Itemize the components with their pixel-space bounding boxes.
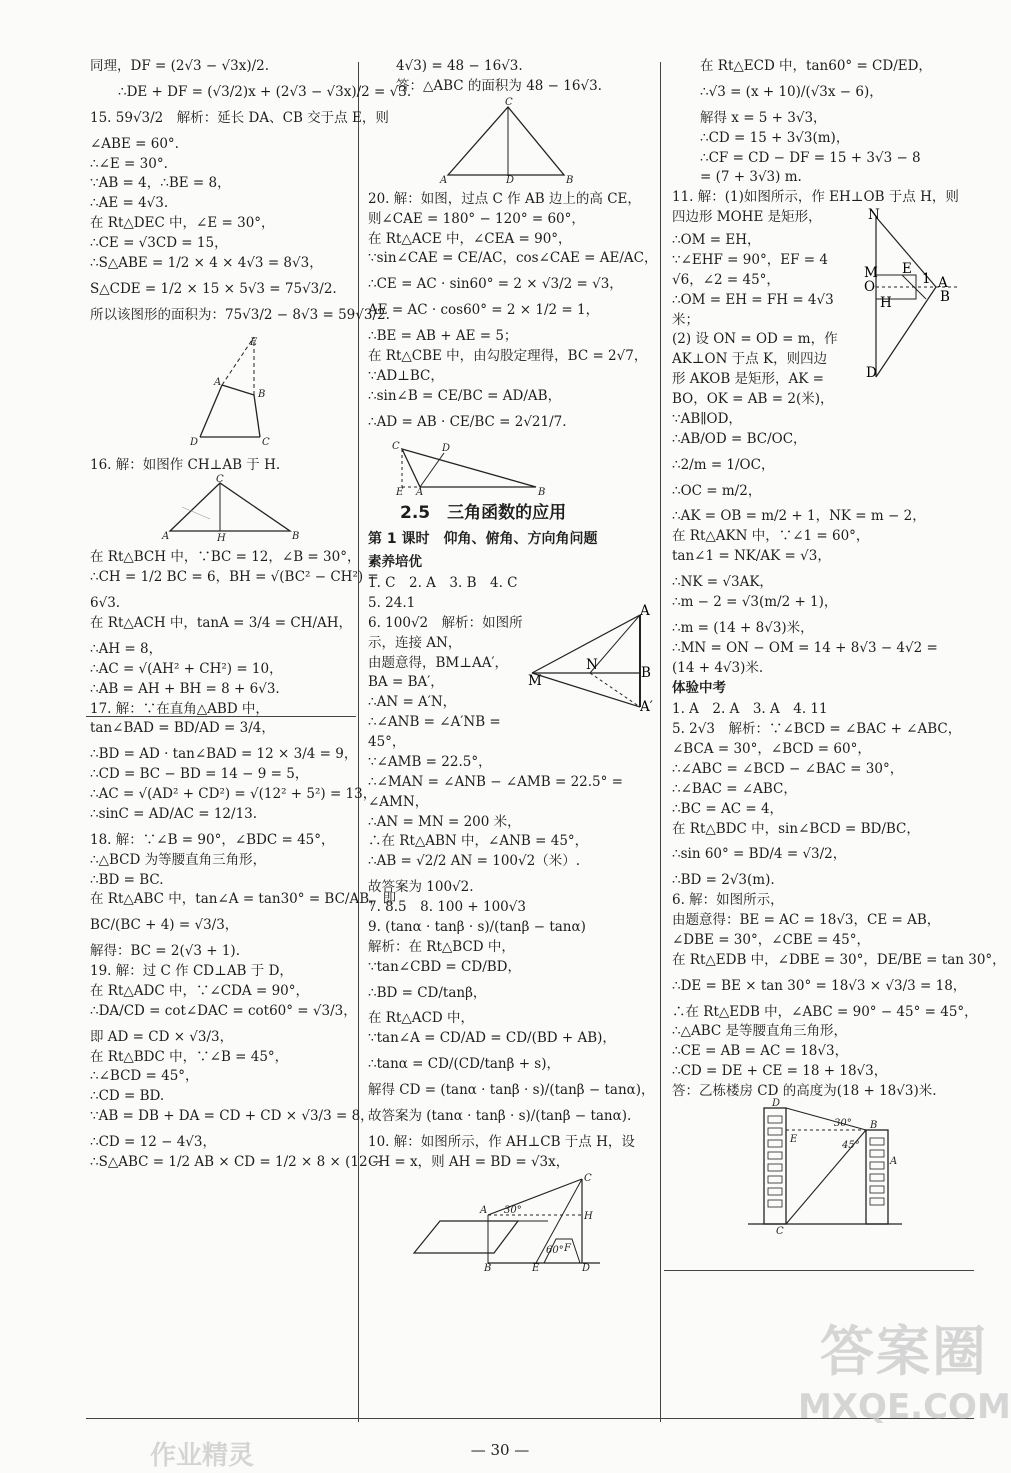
answer-line: tan∠1 = NK/AK = √3， [672,548,831,565]
svg-text:H: H [584,1210,593,1222]
answer-line: 同理，DF = (2√3 − √3x)/2. [90,58,270,74]
svg-text:D: D [506,174,515,186]
answer-line: S△CDE = 1/2 × 15 × 5√3 = 75√3/2. [90,280,337,297]
answer-line: ∴CE = AC · sin60° = 2 × √3/2 = √3， [368,276,623,293]
answer-line: 在 Rt△ACH 中，tanA = 3/4 = CH/AH， [90,615,353,631]
answer-line: 解析：在 Rt△BCD 中， [368,938,515,955]
answer-line: ∴OM = EH = FH = 4√3 [672,291,834,308]
section-bar-label: 体验中考 [672,680,726,697]
answer-line: 16. 解：如图作 CH⊥AB 于 H. [90,456,281,473]
answer-line: 20. 解：如图，过点 C 作 AB 边上的高 CE， [368,190,641,207]
answer-line: CH = x，则 AH = BD = √3x， [368,1153,570,1170]
figure-mohe-rect [862,207,962,382]
answer-line: ∵tan∠A = CD/AD = CD/(BD + AB)， [368,1030,616,1047]
figure-angle-man [528,602,653,715]
answer-line: (2) 设 ON = OD = m，作 [672,331,838,348]
answer-column-3 [672,58,1006,1240]
svg-text:F: F [564,1242,571,1254]
svg-text:A: A [640,602,650,619]
page-number: — 30 — [470,1441,530,1459]
svg-text:1: 1 [922,271,931,288]
svg-text:A: A [162,531,170,543]
svg-text:A: A [938,275,948,292]
svg-text:M: M [528,672,542,689]
svg-text:E: E [790,1133,798,1145]
answer-line: ∴CD = DE + CE = 18 + 18√3， [672,1063,888,1080]
svg-text:A: A [416,487,424,499]
svg-text:E: E [532,1262,540,1274]
answer-column-2 [368,58,658,1277]
answer-line: 5. 2√3 解析：∵∠BCD = ∠BAC + ∠ABC， [672,721,962,738]
answer-line: ∴OC = m/2， [672,482,762,499]
svg-text:N: N [868,207,880,224]
svg-text:C: C [392,441,400,453]
answer-line: 45°， [368,734,406,750]
answer-line: ∴∠BCD = 45°， [90,1068,199,1085]
watermark-url: MXQE.COM [798,1386,1011,1427]
answer-line: ∴S△ABC = 1/2 AB × CD = 1/2 × 8 × (12 − [90,1153,384,1170]
answer-line: 米； [672,311,699,328]
answer-line: ∴AN = A′N， [368,694,457,711]
answer-line: ∴AD = AB · CE/BC = 2√21/7. [368,413,567,430]
svg-text:A: A [480,1204,488,1216]
svg-text:B: B [566,174,574,186]
answer-line: ∴BD = AD · tan∠BAD = 12 × 3/4 = 9， [90,746,358,763]
watermark-logo-text: 答案圈 [820,1320,988,1383]
answer-line: 在 Rt△CBE 中，由勾股定理得，BC = 2√7， [368,347,648,364]
figure-triangle-bce [368,439,646,497]
svg-text:30°: 30° [834,1117,852,1129]
answer-line: ∴△ABC 是等腰直角三角形， [672,1023,848,1040]
answer-line: 在 Rt△BDC 中，∵∠B = 45°， [90,1048,289,1065]
svg-text:B: B [641,664,651,681]
answer-line: ∴tanα = CD/(CD/tanβ + s)， [368,1056,560,1073]
svg-text:60°: 60° [546,1244,564,1256]
watermark [798,1318,1011,1428]
answer-line: 在 Rt△ADC 中，∵∠CDA = 90°， [90,982,309,999]
answer-line: 形 AKOB 是矩形，AK = [672,371,824,388]
svg-text:E: E [396,487,404,499]
answer-line: ∠DBE = 30°，∠CBE = 45°， [672,931,870,948]
answer-line: ∴BD = BC. [90,871,164,888]
svg-text:H: H [880,295,892,312]
answer-line: ∴AC = √(AD² + CD²) = √(12² + 5²) = 13， [90,786,377,802]
answer-line: ∴CE = AB = AC = 18√3， [672,1043,849,1060]
answer-line: ∴BD = CD/tanβ， [368,984,487,1001]
answer-line: ∵AB = 4，∴BE = 8， [90,175,231,192]
answer-line: ∴NK = √3AK， [672,574,773,590]
answer-line: ∵AB∥OD， [672,410,742,427]
answer-line: 4√3) = 48 − 16√3. [396,58,523,74]
svg-text:C: C [776,1225,784,1237]
answer-line: ∴AN = MN = 200 米， [368,813,521,830]
svg-text:D: D [866,365,877,382]
svg-text:C: C [584,1172,592,1184]
section-bar-label: 素养培优 [368,554,422,571]
answer-line: AE = AC · cos60° = 2 × 1/2 = 1， [368,302,600,319]
answer-line: ∵AB = DB + DA = CD + CD × √3/3 = 8， [90,1108,374,1125]
figure-slope-building [368,1172,646,1274]
answer-line: ∴MN = ON − OM = 14 + 8√3 − 4√2 = [672,639,938,656]
answer-line: 在 Rt△ECD 中，tan60° = CD/ED， [700,58,932,74]
answer-line: ∴BD = 2√3(m). [672,872,775,889]
watermark-left: 作业精灵 [150,1441,255,1471]
answer-line: ∴2/m = 1/OC， [672,456,775,473]
svg-text:B: B [870,1119,878,1131]
answer-line: ∴△BCD 为等腰直角三角形， [90,851,267,868]
answer-line: ∴CE = √3CD = 15， [90,235,228,251]
answer-line: 在 Rt△ACE 中，∠CEA = 90°， [368,230,572,247]
answer-line: 答：乙栋楼房 CD 的高度为(18 + 18√3)米. [672,1083,937,1099]
answer-line: 18. 解：∵∠B = 90°，∠BDC = 45°， [90,831,335,848]
svg-text:A′: A′ [640,698,653,715]
answer-line: 在 Rt△ACD 中， [368,1010,474,1027]
figure-two-buildings [672,1097,962,1237]
answer-line: ∴sinC = AD/AC = 12/13. [90,805,258,822]
answer-line: ∴∠E = 30°. [90,155,168,172]
answer-line: BA = BA′， [368,674,444,691]
answer-line: (14 + 4√3)米. [672,659,764,676]
answer-line: 故答案为 (tanα · tanβ · s)/(tanβ − tanα). [368,1107,632,1124]
answer-line: 由题意得：BE = AC = 18√3，CE = AB， [672,912,941,928]
answer-line: 1. A 2. A 3. A 4. 11 [672,701,828,718]
answer-line: ∴CF = CD − DF = 15 + 3√3 − 8 [700,149,921,166]
answer-line: 10. 解：如图所示，作 AH⊥CB 于点 H，设 [368,1133,635,1150]
answer-line: 1. C 2. A 3. B 4. C [368,575,518,591]
svg-text:M: M [864,265,878,282]
answer-line: ∴AH = 8， [90,640,163,657]
answer-line: 即 AD = CD × √3/3， [90,1028,234,1045]
answer-line: 5. 24.1 [368,594,416,611]
svg-text:N: N [586,656,598,673]
answer-line: ∴DA/CD = cot∠DAC = cot60° = √3/3， [90,1002,357,1019]
svg-text:D: D [190,436,199,448]
svg-text:C: C [262,436,270,448]
answer-line: 示，连接 AN， [368,634,462,651]
answer-line: 在 Rt△DEC 中，∠E = 30°， [90,215,275,232]
answer-line: ∴sin 60° = BD/4 = √3/2， [672,846,847,863]
answer-line: ∴在 Rt△EDB 中，∠ABC = 90° − 45° = 45°， [672,1003,978,1020]
answer-line: = (7 + 3√3) m. [700,169,802,186]
figure-quadrilateral-abcd [90,333,352,451]
answer-line: ∴AB = √2/2 AN = 100√2（米）. [368,853,580,870]
answer-line: 9. (tanα · tanβ · s)/(tanβ − tanα) [368,918,586,935]
answer-line: 在 Rt△EDB 中，∠DBE = 30°，DE/BE = tan 30°， [672,951,1006,968]
answer-line: ∵∠EHF = 90°，EF = 4 [672,251,828,268]
answer-line: ∴AB = AH + BH = 8 + 6√3. [90,680,280,697]
answer-line: 答：△ABC 的面积为 48 − 16√3. [396,77,602,94]
answer-line: ∴在 Rt△ABN 中，∠ANB = 45°， [368,833,589,850]
answer-line: ∴BC = AC = 4， [672,800,784,817]
column-rule-right-bottom [664,1270,974,1271]
svg-text:A: A [440,174,448,186]
answer-line: 解得 x = 5 + 3√3， [700,109,827,126]
answer-line: ∴DE = BE × tan 30° = 18√3 × √3/3 = 18， [672,977,967,994]
svg-text:B: B [538,487,546,499]
answer-line: 7. 8.5 8. 100 + 100√3 [368,899,526,915]
answer-line: 在 Rt△BCH 中，∵BC = 12，∠B = 30°， [90,549,361,566]
svg-text:E: E [250,336,258,348]
answer-line: ∴m − 2 = √3(m/2 + 1)， [672,593,838,610]
q11-block [672,209,962,408]
answer-line: 6. 100√2 解析：如图所 [368,614,523,631]
svg-text:H: H [217,533,226,545]
svg-text:45°: 45° [842,1139,860,1151]
answer-line: ∵sin∠CAE = CE/AC，cos∠CAE = AE/AC， [368,250,658,267]
answer-line: ∴CD = 15 + 3√3(m)， [700,129,850,146]
answer-line: 19. 解：过 C 作 CD⊥AB 于 D， [90,963,293,979]
section-title: 2.5 三角函数的应用 [400,503,567,524]
answer-line: tan∠BAD = BD/AD = 3/4， [90,720,275,737]
svg-text:B: B [940,289,950,306]
answer-line: 由题意得，BM⊥AA′， [368,654,509,671]
answer-line: 11. 解：(1)如图所示，作 EH⊥OB 于点 H，则 [672,189,959,206]
svg-text:O: O [864,279,876,296]
answer-line: 所以该图形的面积为：75√3/2 − 8√3 = 59√3/2. [90,306,390,323]
svg-text:30°: 30° [504,1204,522,1216]
answer-line: 解得：BC = 2(√3 + 1). [90,943,240,960]
answer-line: ∠BCA = 30°，∠BCD = 60°， [672,741,871,757]
answer-line: ∴∠ANB = ∠A′NB = [368,714,501,731]
answer-line: ∴CD = 12 − 4√3， [90,1134,216,1150]
answer-line: BC/(BC + 4) = √3/3， [90,917,239,934]
svg-text:D: D [582,1262,591,1274]
answer-line: 解得 CD = (tanα · tanβ · s)/(tanβ − tanα)， [368,1082,655,1098]
answer-line: 17. 解：∵在直角△ABD 中， [90,700,269,717]
svg-text:D: D [772,1097,781,1109]
svg-text:B: B [292,531,300,543]
answer-line: 在 Rt△AKN 中，∵∠1 = 60°， [672,528,870,545]
answer-line: ∴∠BAC = ∠ABC， [672,780,797,797]
answer-line: ∵tan∠CBD = CD/BD， [368,958,521,975]
svg-text:C: C [216,474,224,486]
answer-line: ∴AB/OD = BC/OC， [672,430,807,447]
answer-line: √6，∠2 = 45°， [672,271,780,288]
answer-line: ∵∠AMB = 22.5°， [368,753,492,770]
answer-line: ∠AMN， [368,793,429,810]
svg-text:E: E [902,261,912,278]
answer-line: ∴√3 = (x + 10)/(√3x − 6)， [700,83,883,100]
figure-triangle-abc-height [90,474,352,545]
answer-line: 15. 59√3/2 解析：延长 DA、CB 交于点 E，则 [90,109,389,126]
answer-line: 在 Rt△BDC 中，sin∠BCD = BD/BC， [672,820,920,837]
answer-line: ∴AE = 4√3. [90,195,169,212]
answer-line: ∴AC = √(AH² + CH²) = 10， [90,660,283,677]
column-divider-right [660,62,661,1422]
svg-text:C: C [505,96,513,108]
column-divider-left [358,62,359,1422]
answer-line: ∠ABE = 60°. [90,135,179,152]
answer-line: 6√3. [90,595,121,612]
svg-text:A: A [890,1155,898,1167]
answer-line: ∵AD⊥BC， [368,367,444,384]
answer-line: AK⊥ON 于点 K，则四边 [672,351,828,368]
answer-line: 则∠CAE = 180° − 120° = 60°， [368,210,585,227]
svg-text:A: A [214,376,222,388]
svg-text:B: B [484,1262,492,1274]
answer-line: BO，OK = AB = 2(米)， [672,391,834,407]
answer-line: 四边形 MOHE 是矩形， [672,209,822,226]
answer-line: ∴∠MAN = ∠ANB − ∠AMB = 22.5° = [368,773,623,790]
svg-text:B: B [258,388,266,400]
answer-line: ∴AK = OB = m/2 + 1，NK = m − 2， [672,508,926,525]
answer-line: ∴S△ABE = 1/2 × 4 × 4√3 = 8√3， [90,254,323,271]
answer-line: ∴CD = BD. [90,1088,165,1105]
figure-triangle-abc-q19 [368,96,646,186]
answer-line: 在 Rt△ABC 中，tan∠A = tan30° = BC/AB，即 [90,891,397,908]
answer-line: ∴∠ABC = ∠BCD − ∠BAC = 30°， [672,760,904,777]
answer-line: ∴BE = AB + AE = 5； [368,328,518,344]
answer-line: ∴CD = BC − BD = 14 − 9 = 5， [90,766,309,783]
answer-line: ∴m = (14 + 8√3)米， [672,619,814,636]
svg-text:D: D [442,443,451,455]
answer-line: 6. 解：如图所示， [672,892,784,909]
lesson-title: 第 1 课时 仰角、俯角、方向角问题 [368,530,598,547]
answer-line: ∴sin∠B = CE/BC = AD/AB， [368,387,562,404]
answer-line: ∴OM = EH， [672,232,761,248]
answer-line: ∴CH = 1/2 BC = 6，BH = √(BC² − CH²) = [90,569,379,586]
answer-line: 故答案为 100√2. [368,879,474,896]
answer-line: ∴DE + DF = (√3/2)x + (2√3 − √3x)/2 = √3. [118,83,412,100]
